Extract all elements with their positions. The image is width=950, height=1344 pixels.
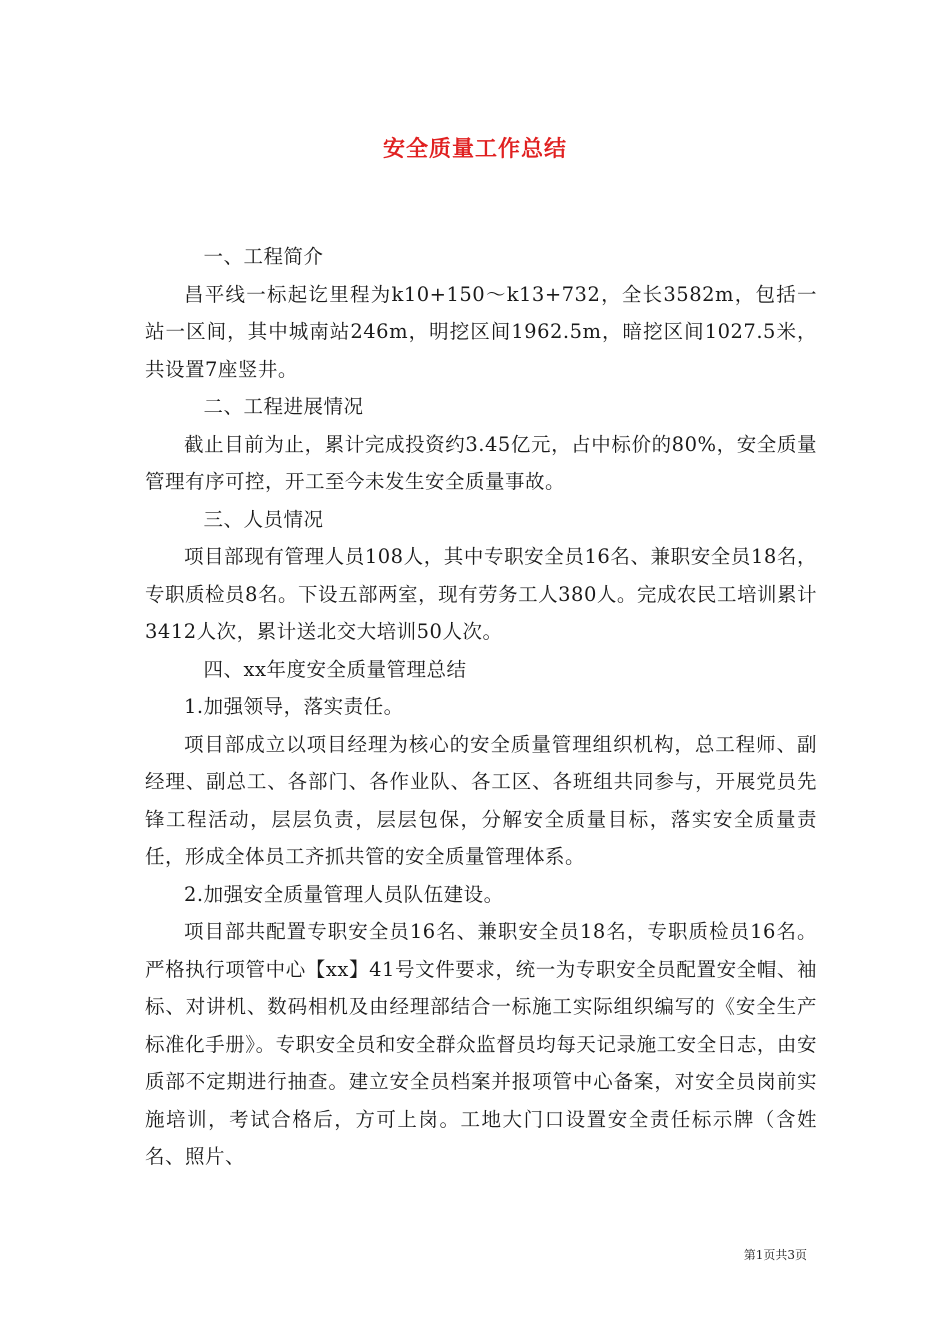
paragraph-personnel: 项目部现有管理人员108人，其中专职安全员16名、兼职安全员18名，专职质检员8名。下设五部两室，现有劳务工人380人。完成农民工培训累计3412人次，累计送北交大培训50人次。 (145, 545, 817, 643)
paragraph-leadership: 项目部成立以项目经理为核心的安全质量管理组织机构，总工程师、副经理、副总工、各部门、各作业队、各工区、各班组共同参与，开展党员先锋工程活动，层层负责，层层包保，分解安全质量目标，落实安全质量责任，形成全体员工齐抓共管的安全质量管理体系。 (145, 732, 817, 868)
paragraph-progress: 截止目前为止，累计完成投资约3.45亿元，占中标价的80%，安全质量管理有序可控，开工至今未发生安全质量事故。 (145, 432, 817, 493)
document-title: 安全质量工作总结 (382, 136, 567, 162)
paragraph-overview: 昌平线一标起讫里程为k10+150～k13+732，全长3582m，包括一站一区间，其中城南站246m，明挖区间1962.5m，暗挖区间1027.5米，共设置7座竖井。 (145, 282, 817, 381)
subheading-leadership: 1.加强领导，落实责任。 (184, 695, 404, 718)
section-heading-personnel: 三、人员情况 (203, 507, 324, 531)
section-heading-progress: 二、工程进展情况 (203, 395, 364, 418)
page-number: 第1页共3页 (743, 1248, 807, 1262)
paragraph-team-building: 项目部共配置专职安全员16名、兼职安全员18名，专职质检员16名。严格执行项管中心【xx】41号文件要求，统一为专职安全员配置安全帽、袖标、对讲机、数码相机及由经理部结合一标施工实际组织编写的《安全生产标准化手册》。专职安全员和安全群众监督员均每天记录施工安全日志，由安质部不定期进行抽查。建立安全员档案并报项管中心备案，对安全员岗前实施培训，考试合格后，方可上岗。工地大门口设置安全责任标示牌（含姓名、照片、 (145, 920, 817, 1168)
subheading-team-building: 2.加强安全质量管理人员队伍建设。 (184, 882, 504, 906)
document-body (145, 238, 817, 1176)
section-heading-overview: 一、工程简介 (203, 245, 324, 268)
section-heading-annual-summary: 四、xx年度安全质量管理总结 (203, 657, 467, 681)
